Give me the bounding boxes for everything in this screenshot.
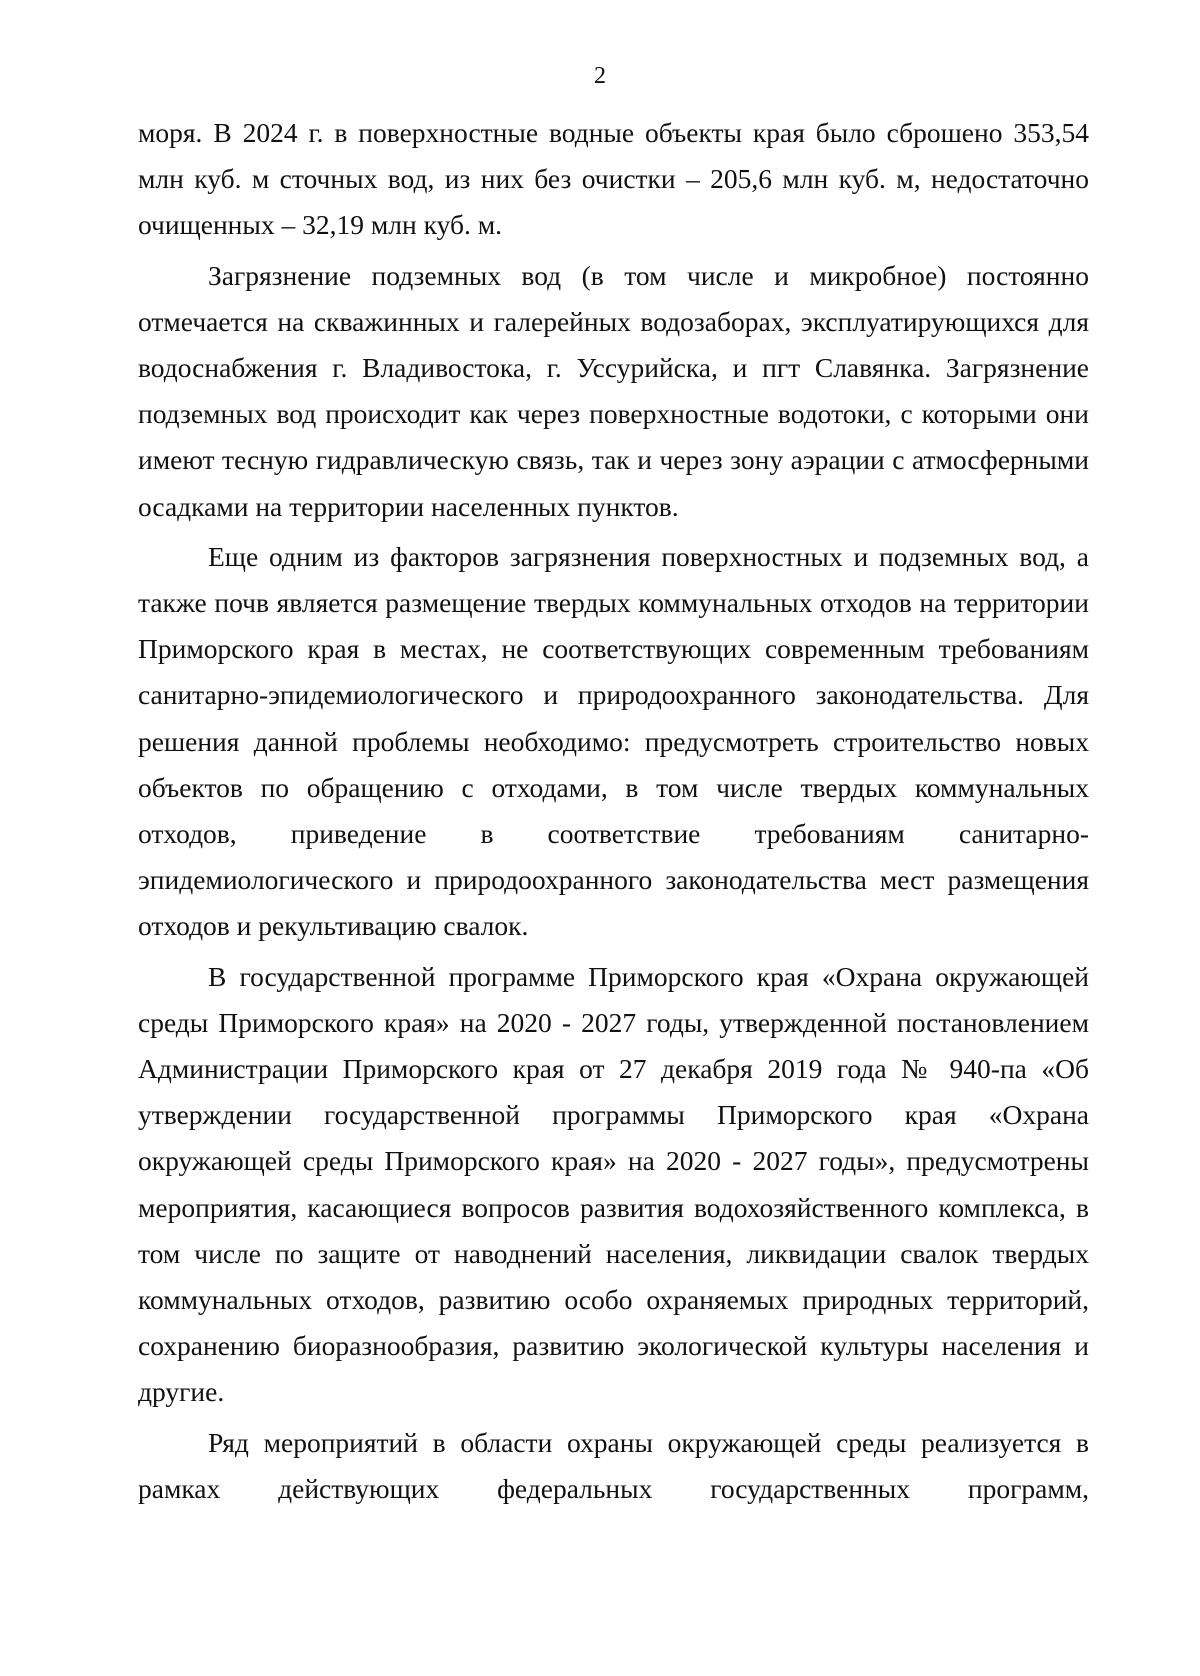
paragraph-2: Загрязнение подземных вод (в том числе и микробное) постоянно отмечается на скважинных и галерейных водозаборах, эксплуатирующихся для водоснабжения г. Владивостока, г. Уссурийска, и пгт Славянка. Загрязнение подземных вод происходит как через поверхностные водотоки, с которыми они имеют тесную гидравлическую связь, так и через зону аэрации с атмосферными осадками на территории населенных пунктов.	[138, 259, 1089, 522]
page-number: 2	[594, 63, 606, 89]
paragraph-1: моря. В 2024 г. в поверхностные водные объекты края было сброшено 353,54 млн куб. м сточных вод, из них без очистки – 205,6 млн куб. м, недостаточно очищенных – 32,19 млн куб. м.	[138, 117, 1089, 241]
paragraph-4: В государственной программе Приморского края «Охрана окружающей среды Приморского края» на 2020 - 2027 годы, утвержденной постановлением Администрации Приморского края от 27 декабря 2019 года № 940-па «Об утверждении государственной программы Приморского края «Охрана окружающей среды Приморского края» на 2020 - 2027 годы», предусмотрены мероприятия, касающиеся вопросов развития водохозяйственного комплекса, в том числе по защите от наводнений населения, ликвидации свалок твердых коммунальных отходов, развитию особо охраняемых природных территорий, сохранению биоразнообразия, развитию экологической культуры населения и другие.	[138, 960, 1089, 1408]
document-body	[138, 110, 1089, 1512]
paragraph-3: Еще одним из факторов загрязнения поверхностных и подземных вод, а также почв является размещение твердых коммунальных отходов на территории Приморского края в местах, не соответствующих современным требованиям санитарно-эпидемиологического и природоохранного законодательства. Для решения данной проблемы необходимо: предусмотреть строительство новых объектов по обращению с отходами, в том числе твердых коммунальных отходов, приведение в соответствие требованиям санитарно-эпидемиологического и природоохранного законодательства мест размещения отходов и рекультивацию свалок.	[138, 540, 1089, 942]
paragraph-5: Ряд мероприятий в области охраны окружающей среды реализуется в рамках действующих федеральных государственных программ,	[138, 1426, 1089, 1504]
